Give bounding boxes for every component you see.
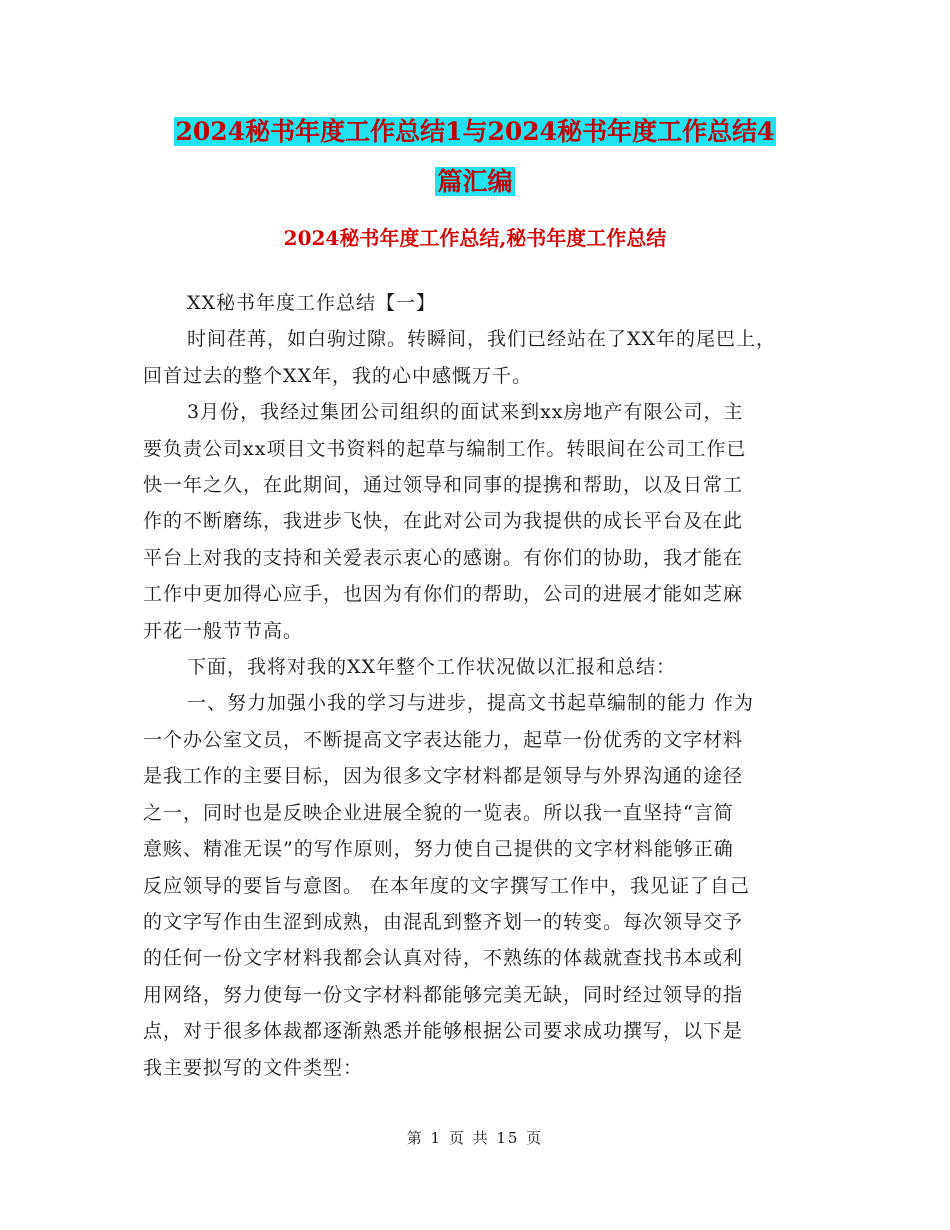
body-line: 的任何一份文字材料我都会认真对待，不熟练的体裁就查找书本或利 — [143, 947, 744, 970]
body-line: 作的不断磨练，我进步飞快，在此对公司为我提供的成长平台及在此 — [143, 510, 744, 533]
page-footer: 第 1 页 共 15 页 — [406, 1129, 544, 1147]
body-line: XX秘书年度工作总结【一】 — [187, 292, 437, 314]
body-line: 点，对于很多体裁都逐渐熟悉并能够根据公司要求成功撰写，以下是 — [143, 1020, 744, 1043]
body-line: 我主要拟写的文件类型： — [143, 1056, 364, 1079]
body-line: 3月份，我经过集团公司组织的面试来到xx房地产有限公司，主 — [187, 401, 744, 424]
body-line: 反应领导的要旨与意图。 在本年度的文字撰写工作中，我见证了自己 — [143, 874, 751, 897]
body-line: 时间荏苒，如白驹过隙。转瞬间，我们已经站在了XX年的尾巴上， — [187, 328, 777, 351]
document-subtitle: 2024秘书年度工作总结,秘书年度工作总结 — [283, 226, 667, 250]
body-line: 意赅、精准无误”的写作原则，努力使自己提供的文字材料能够正确 — [143, 838, 734, 861]
body-line: 一、努力加强小我的学习与进步，提高文书起草编制的能力 作为 — [187, 692, 755, 715]
body-line: 是我工作的主要目标，因为很多文字材料都是领导与外界沟通的途径 — [143, 765, 744, 788]
body-line: 回首过去的整个XX年，我的心中感慨万千。 — [143, 364, 533, 387]
body-line: 的文字写作由生涩到成熟，由混乱到整齐划一的转变。每次领导交予 — [143, 910, 744, 933]
document-body — [143, 285, 813, 1086]
body-line: 工作中更加得心应手，也因为有你们的帮助，公司的进展才能如芝麻 — [143, 583, 744, 606]
body-line: 一个办公室文员，不断提高文字表达能力，起草一份优秀的文字材料 — [143, 728, 744, 751]
document-title — [0, 107, 950, 207]
body-line: 之一，同时也是反映企业进展全貌的一览表。所以我一直坚持“言简 — [143, 801, 734, 824]
body-line: 开花一般节节高。 — [143, 619, 304, 642]
body-line: 用网络，努力使每一份文字材料都能够完美无缺，同时经过领导的指 — [143, 983, 744, 1006]
body-line: 下面，我将对我的XX年整个工作状况做以汇报和总结： — [187, 656, 677, 679]
document-title-line-2: 篇汇编 — [437, 167, 513, 196]
document-title-line-1: 2024秘书年度工作总结1与2024秘书年度工作总结4 — [175, 117, 775, 146]
body-line: 要负责公司xx项目文书资料的起草与编制工作。转眼间在公司工作已 — [143, 437, 747, 460]
body-line: 平台上对我的支持和关爱表示衷心的感谢。有你们的协助，我才能在 — [143, 546, 744, 569]
body-line: 快一年之久，在此期间，通过领导和同事的提携和帮助，以及日常工 — [143, 474, 744, 497]
